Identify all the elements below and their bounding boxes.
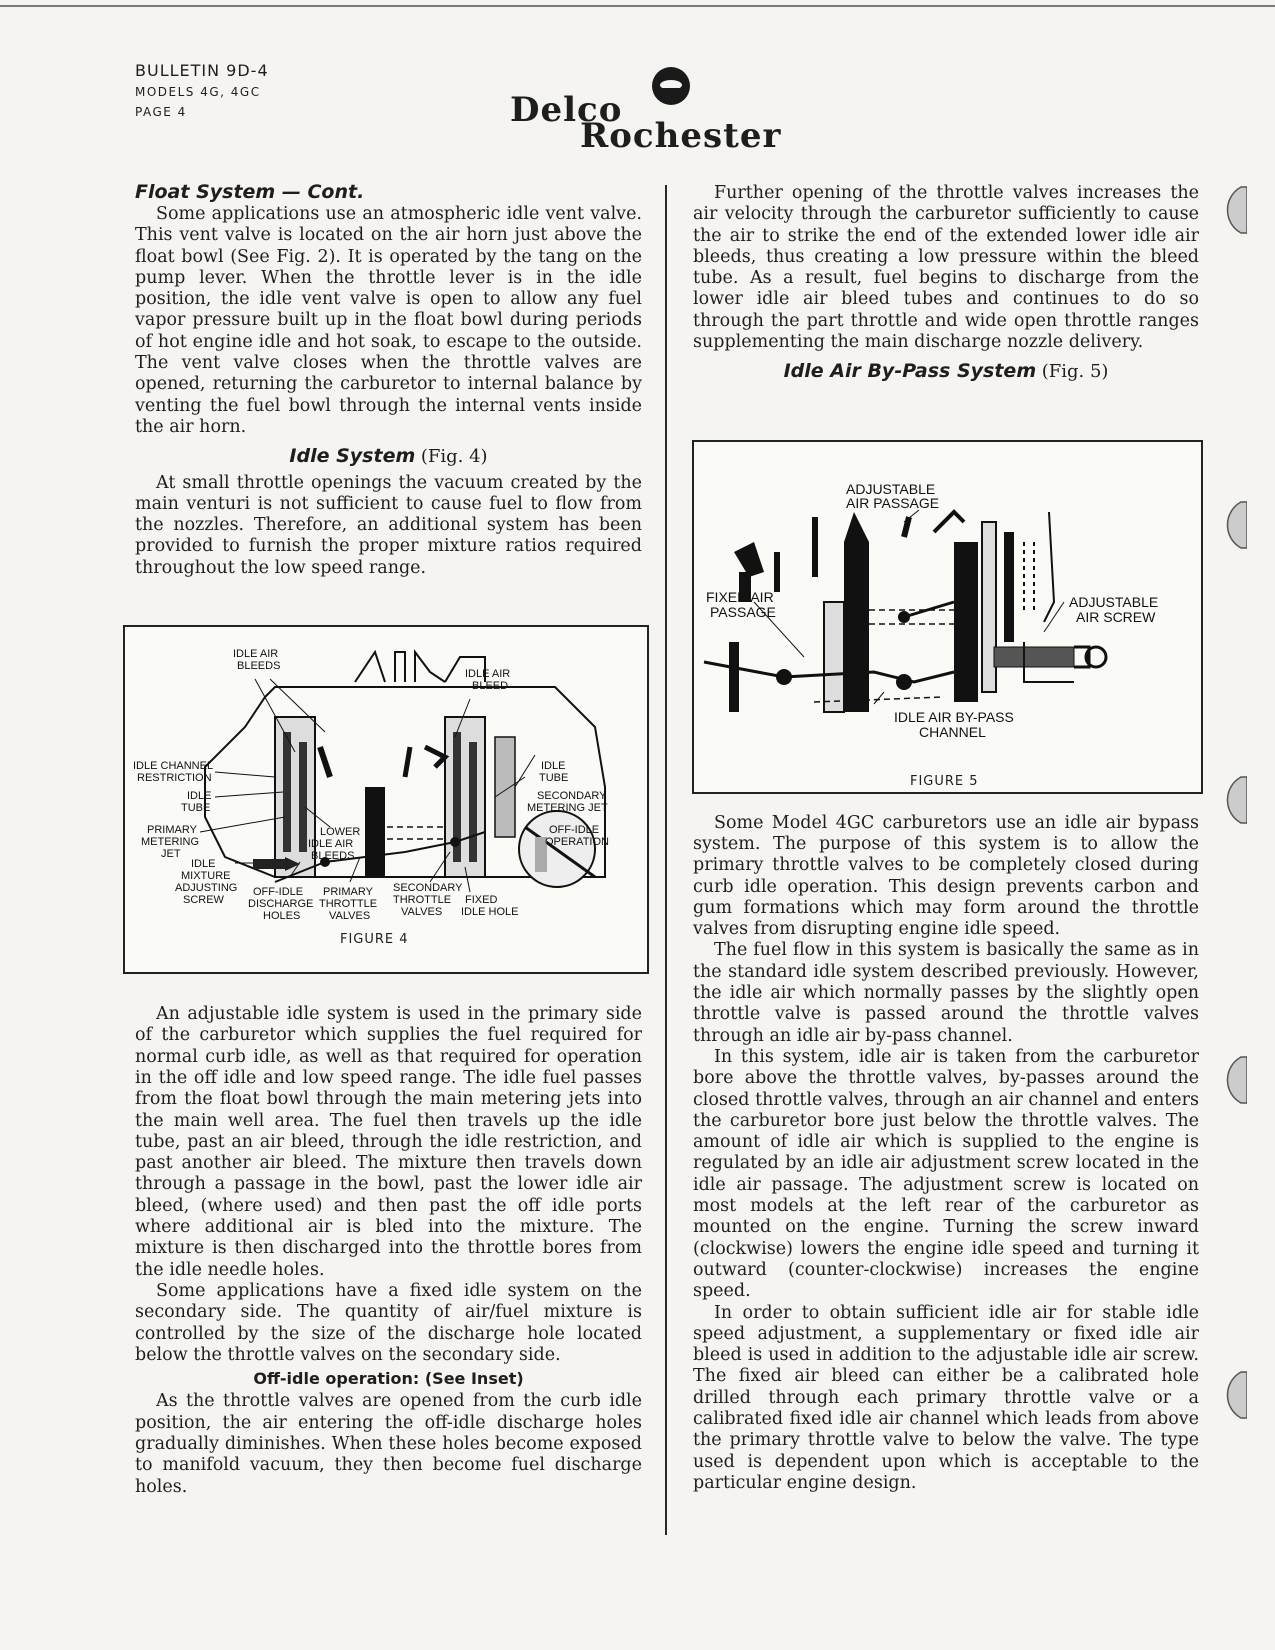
label-discharge-2: DISCHARGE (248, 898, 314, 910)
binder-hole-icon (1217, 775, 1247, 825)
label-idle-tube-left-1: IDLE (187, 790, 212, 802)
label-idle-channel-1: IDLE CHANNEL (133, 760, 214, 772)
right-column (693, 183, 1199, 1494)
label-discharge-3: HOLES (263, 910, 301, 922)
bypass-figref: (Fig. 5) (1041, 361, 1109, 383)
bypass-paragraph-2: The fuel flow in this system is basically the same as in the standard idle system described previously. However, the idle air which normally passes by the slightly open throttle valve is passed around the throttle valves through an idle air by-pass channel. (693, 940, 1199, 1046)
label-primary-valves-1: PRIMARY (323, 886, 373, 898)
binder-hole-icon (1217, 500, 1247, 550)
delco-rochester-logo (510, 64, 810, 154)
off-idle-heading: Off-idle operation: (See Inset) (253, 1369, 524, 1389)
idle-paragraph-2: An adjustable idle system is used in the primary side of the carburetor which supplies the fuel required for normal curb idle, as well as that required for operation in the off idle and low speed range. The idle fuel passes from the float bowl through the main metering jets into the main well area. The fuel then travels up the idle tube, past an air bleed, through the idle restriction, and past another air bleed. The mixture then travels down through a passage in the bowl, past the lower idle air bleed, (where used) and then past the off idle ports where additional air is bled into the mixture. The mixture is then discharged into the throttle bores from the idle needle holes. (135, 1004, 642, 1280)
delco-emblem-icon (649, 64, 693, 108)
binder-hole-icon (1217, 185, 1247, 235)
label-lower-bleeds-2: IDLE AIR (308, 838, 354, 850)
figure4-diagram (123, 625, 649, 974)
label-secondary-jet-2: METERING JET (527, 802, 608, 814)
label-idle-channel-2: RESTRICTION (137, 772, 212, 784)
off-idle-paragraph: As the throttle valves are opened from the curb idle position, the air entering the off-idle discharge holes gradually diminishes. When these holes become exposed to manifold vacuum, they then become fuel discharge holes. (135, 1391, 642, 1497)
binder-hole-icon (1217, 1055, 1247, 1105)
float-paragraph: Some applications use an atmospheric idle vent valve. This vent valve is located on the air horn just above the float bowl (See Fig. 2). It is operated by the tang on the pump lever. When the throttle lever is in the idle position, the idle vent valve is open to allow any fuel vapor pressure built up in the float bowl during periods of hot engine idle and hot soak, to escape to the outside. The vent valve closes when the throttle valves are opened, returning the carburetor to internal balance by venting the fuel bowl through the internal vents inside the air horn. (135, 204, 642, 437)
idle-paragraph-1: At small throttle openings the vacuum created by the main venturi is not sufficient to cause fuel to flow from the nozzles. Therefore, an additional system has been provided to furnish the proper mixture ratios required throughout the low speed range. (135, 472, 642, 578)
label-primary-jet-1: PRIMARY (147, 824, 197, 836)
label-fixed-hole-2: IDLE HOLE (461, 906, 519, 918)
column-divider (665, 185, 667, 1535)
label-idle-tube-left-2: TUBE (181, 802, 211, 814)
label-bypass-channel-1: IDLE AIR BY-PASS (894, 709, 1014, 725)
label-secondary-valves-3: VALVES (401, 906, 443, 918)
figure4-carburetor-illustration (125, 627, 647, 972)
label-mixture-screw-1: IDLE (191, 858, 216, 870)
bulletin-header (135, 60, 269, 122)
label-idle-tube-right-2: TUBE (539, 772, 569, 784)
figure5-diagram (692, 440, 1203, 794)
float-heading-cont: — Cont. (281, 181, 365, 203)
top-edge-line (0, 5, 1275, 7)
label-secondary-valves-1: SECONDARY (393, 882, 463, 894)
label-lower-bleeds-3: BLEEDS (311, 850, 355, 862)
label-off-idle-op-1: OFF-IDLE (549, 824, 600, 836)
bypass-paragraph-4: In order to obtain sufficient idle air for stable idle speed adjustment, a supplementary or fixed idle air bleed is used in addition to the adjustable idle air screw. The fixed air bleed can either be a calibrated hole drilled through each primary throttle valve or a calibrated fixed idle air channel which leads from above the primary throttle valve to below the valve. The type used is dependent upon which is acceptable to the particular engine design. (693, 1302, 1199, 1493)
idle-system-figref: (Fig. 4) (420, 446, 488, 468)
label-mixture-screw-4: SCREW (183, 894, 224, 906)
bypass-paragraph-1: Some Model 4GC carburetors use an idle air bypass system. The purpose of this system is to allow the primary throttle valves to be completely closed during curb idle operation. This design prevents carbon and gum formations which may form around the throttle valves from disrupting engine idle speed. (693, 812, 1199, 940)
label-lower-bleeds-1: LOWER (320, 826, 361, 838)
label-idle-air-bleeds-1: IDLE AIR (233, 648, 279, 660)
label-fixed-passage-2: PASSAGE (710, 604, 776, 620)
label-primary-jet-2: METERING (141, 836, 200, 848)
label-discharge-1: OFF-IDLE (253, 886, 304, 898)
label-idle-air-bleed-1: IDLE AIR (465, 668, 511, 680)
label-fixed-hole-1: FIXED (465, 894, 498, 906)
label-fixed-passage-1: FIXED AIR (706, 589, 774, 605)
bypass-heading (693, 359, 1199, 383)
label-secondary-jet-1: SECONDARY (537, 790, 607, 802)
logo-word-rochester: Rochester (580, 116, 782, 156)
label-off-idle-op-2: OPERATION (545, 836, 609, 848)
label-mixture-screw-3: ADJUSTING (175, 882, 238, 894)
label-idle-air-bleed-2: BLEED (472, 680, 509, 692)
off-idle-continued-paragraph: Further opening of the throttle valves increases the air velocity through the carburetor sufficiently to cause the air to strike the end of the extended lower idle air bleeds, thus creating a low pressure within the bleed tube. As a result, fuel begins to discharge from the lower idle air bleed tubes and continues to do so through the part throttle and wide open throttle ranges supplementing the main discharge nozzle delivery. (693, 183, 1199, 353)
label-primary-valves-2: THROTTLE (319, 898, 378, 910)
label-adjustable-passage-2: AIR PASSAGE (846, 495, 940, 511)
label-secondary-valves-2: THROTTLE (393, 894, 452, 906)
bypass-title: Idle Air By-Pass System (783, 360, 1037, 383)
label-adjustable-screw-2: AIR SCREW (1076, 609, 1156, 625)
label-bypass-channel-2: CHANNEL (919, 724, 986, 740)
idle-system-title: Idle System (289, 445, 416, 468)
label-adjustable-passage-1: ADJUSTABLE (846, 481, 936, 497)
bulletin-number: BULLETIN 9D-4 (135, 61, 269, 80)
bypass-paragraph-3: In this system, idle air is taken from the carburetor bore above the throttle valves, by-passes around the closed throttle valves, through an air channel and enters the carburetor bore just below the throttle valves. The amount of idle air which is supplied to the engine is regulated by an idle air adjustment screw located in the idle air passage. The adjustment screw is located on most models at the left rear of the carburetor as mounted on the engine. Turning the screw inward (clockwise) lowers the engine idle speed and turning it outward (counter-clockwise) increases the engine speed. (693, 1046, 1199, 1302)
figure5-bypass-illustration (694, 442, 1201, 792)
label-mixture-screw-2: MIXTURE (181, 870, 231, 882)
label-adjustable-screw-1: ADJUSTABLE (1069, 594, 1159, 610)
label-primary-valves-3: VALVES (329, 910, 371, 922)
idle-system-heading (135, 444, 642, 468)
label-idle-air-bleeds-2: BLEEDS (237, 660, 281, 672)
logo-word-delco: Delco (510, 90, 623, 130)
label-idle-tube-right-1: IDLE (541, 760, 566, 772)
models-line: MODELS 4G, 4GC (135, 85, 261, 99)
figure5-caption: FIGURE 5 (910, 774, 979, 789)
idle-paragraph-3: Some applications have a fixed idle system on the secondary side. The quantity of air/fuel mixture is controlled by the size of the discharge hole located below the throttle valves on the secondary side. (135, 1280, 642, 1365)
figure4-caption: FIGURE 4 (340, 932, 409, 947)
float-system-heading (135, 180, 642, 204)
label-primary-jet-3: JET (161, 848, 181, 860)
float-heading-text: Float System (135, 181, 276, 203)
binder-hole-icon (1217, 1370, 1247, 1420)
page-number: PAGE 4 (135, 105, 187, 119)
